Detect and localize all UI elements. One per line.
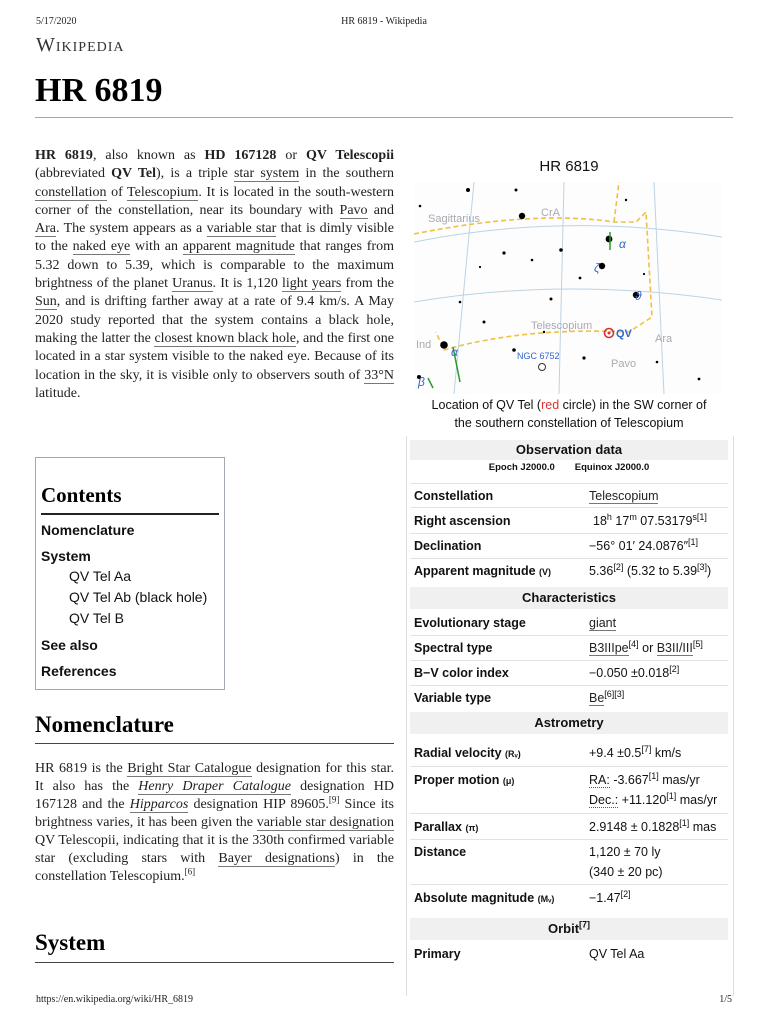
label-radial-velocity: Radial velocity (Rᵥ) xyxy=(414,746,521,760)
toc-item-qv-tel-ab[interactable]: QV Tel Ab (black hole) xyxy=(69,589,208,605)
label-zeta: ζ xyxy=(594,261,600,275)
lead-paragraph: HR 6819, also known as HD 167128 or QV Telescopii (abbreviated QV Tel), is a triple star system in the southern constellation of Telescopium. It is located in the south-western corner of the constellation, near its boundary with Pavo and Ara. The system appears as a variable star that is dimly visible to the naked eye with an apparent magnitude that ranges from 5.32 down to 5.39, which is comparable to the maximum brightness of the planet Uranus. It is 1,120 light years from the Sun, and is drifting farther away at a rate of 9.4 km/s. A May 2020 study reported that the system contains a black hole, making the latter the closest known black hole, and the first one located in a star system visible to the naked eye. Because of its location in the sky, it is visible only to observers south of 33°N latitude. xyxy=(35,148,395,401)
label-sagittarius: Sagittarius xyxy=(428,213,480,225)
toc-divider xyxy=(41,513,219,515)
label-variable-type: Variable type xyxy=(414,691,492,705)
section-astrometry: Astrometry xyxy=(410,712,728,734)
value-bv-color-index: −0.050 ±0.018[2] xyxy=(589,663,680,680)
link-uranus[interactable]: Uranus xyxy=(172,276,213,292)
link-naked-eye[interactable]: naked eye xyxy=(72,239,131,255)
link-variable-star[interactable]: variable star xyxy=(206,221,277,237)
bold-hd: HD 167128 xyxy=(204,148,277,163)
toc-item-qv-tel-b[interactable]: QV Tel B xyxy=(69,610,124,626)
value-declination: −56° 01′ 24.0876″[1] xyxy=(589,536,699,553)
bold-qv: QV Telescopii xyxy=(305,148,394,163)
print-header xyxy=(36,16,732,30)
value-evolutionary-stage xyxy=(589,613,616,633)
link-ara[interactable]: Ara xyxy=(35,221,56,237)
toc-item-nomenclature[interactable]: Nomenclature xyxy=(41,522,135,538)
section-characteristics: Characteristics xyxy=(410,587,728,609)
value-distance: 1,120 ± 70 ly (340 ± 20 pc) xyxy=(589,845,663,879)
value-apparent-magnitude: 5.36[2] (5.32 to 5.39[3]) xyxy=(589,561,712,578)
nomenclature-divider xyxy=(35,743,394,744)
label-bv-color-index: B−V color index xyxy=(414,666,509,680)
wikipedia-logo[interactable]: Wikipedia xyxy=(36,34,125,56)
print-url: https://en.wikipedia.org/wiki/HR_6819 xyxy=(36,994,194,1005)
label-alpha-ind: α xyxy=(451,345,458,359)
label-constellation: Constellation xyxy=(414,489,494,503)
table-of-contents xyxy=(35,457,225,690)
toc-item-system[interactable]: System xyxy=(41,548,91,564)
link-closest-black-hole[interactable]: closest known black hole xyxy=(154,330,296,346)
nomenclature-paragraph: HR 6819 is the Bright Star Catalogue designation for this star. It also has the Henry Draper Catalogue designation HD 167128 and the Hipparcos designation HIP 89605.[9] Since its brightness varies, it has been given the variable star designation QV Telescopii, indicating that it is the 330th confirmed variable star (excluding stars with Bayer designations) in the constellation Telescopium.[6] xyxy=(35,761,395,884)
print-title: HR 6819 - Wikipedia xyxy=(341,16,427,27)
label-ngc6752: NGC 6752 xyxy=(517,351,560,361)
toc-item-see-also[interactable]: See also xyxy=(41,637,98,653)
label-beta: β xyxy=(418,375,425,389)
value-variable-type: Be[6][3] xyxy=(589,688,625,705)
link-pavo[interactable]: Pavo xyxy=(339,202,368,218)
value-right-ascension: 18$^h$ 17$^m$ $07.53179^{s[1]}$ xyxy=(593,511,707,528)
value-proper-motion: RA: -3.667[1] mas/yr Dec.: +11.120[1] mas/yr xyxy=(589,770,718,807)
label-cra: CrA xyxy=(541,207,560,219)
link-constellation[interactable]: constellation xyxy=(35,184,107,200)
value-constellation xyxy=(589,486,658,506)
link-bayer-designations[interactable]: Bayer designations xyxy=(218,851,335,866)
heading-system: System xyxy=(35,930,106,955)
link-variable-star-designation[interactable]: variable star designation xyxy=(256,815,394,830)
label-ara: Ara xyxy=(655,333,673,345)
link-light-years[interactable]: light years xyxy=(282,276,342,292)
label-proper-motion: Proper motion (μ) xyxy=(414,773,515,787)
link-constellation-value[interactable]: Telescopium xyxy=(589,489,659,503)
label-ind: Ind xyxy=(416,339,432,351)
link-star-system[interactable]: star system xyxy=(233,166,300,182)
link-b3iiipe[interactable]: B3IIIpe xyxy=(589,641,629,655)
label-apparent-magnitude: Apparent magnitude (V) xyxy=(414,564,552,578)
label-spectral-type: Spectral type xyxy=(414,641,493,655)
label-primary: Primary xyxy=(414,947,461,961)
value-primary: QV Tel Aa xyxy=(589,947,645,961)
label-distance: Distance xyxy=(414,845,467,859)
label-declination: Declination xyxy=(414,539,482,553)
label-qv: QV xyxy=(616,328,632,340)
label-pavo: Pavo xyxy=(611,358,637,370)
star-map-image[interactable] xyxy=(414,182,722,394)
ref-dec[interactable]: [1] xyxy=(688,536,699,547)
print-date: 5/17/2020 xyxy=(36,16,77,27)
ref-ra[interactable]: [1] xyxy=(696,511,707,522)
link-bright-star-catalogue[interactable]: Bright Star Catalogue xyxy=(127,761,252,776)
toc-item-qv-tel-aa[interactable]: QV Tel Aa xyxy=(69,568,132,584)
link-hipparcos[interactable]: Hipparcos xyxy=(129,797,189,812)
page-title: HR 6819 xyxy=(35,72,163,109)
label-right-ascension: Right ascension xyxy=(414,514,511,528)
label-telescopium: Telescopium xyxy=(531,320,593,332)
epoch-line: Epoch J2000.0 Equinox J2000.0 xyxy=(488,462,650,473)
title-divider xyxy=(35,117,733,118)
section-observation-data: Observation data xyxy=(410,440,728,460)
map-caption: Location of QV Tel (red circle) in the SW corner of the southern constellation of Telescopium xyxy=(431,398,707,430)
ref-6[interactable]: [6] xyxy=(184,866,196,877)
bold-name: HR 6819 xyxy=(35,148,93,163)
link-latitude[interactable]: 33°N xyxy=(364,367,394,383)
value-radial-velocity: +9.4 ±0.5[7] km/s xyxy=(589,743,682,760)
value-spectral-type: B3IIIpe[4] or B3II/III[5] xyxy=(589,638,703,655)
heading-nomenclature: Nomenclature xyxy=(35,712,174,737)
link-b3ii-iii[interactable]: B3II/III xyxy=(656,641,693,655)
link-sun[interactable]: Sun xyxy=(35,294,57,310)
system-divider xyxy=(35,962,394,963)
infobox-title: HR 6819 xyxy=(539,158,599,175)
toc-title: Contents xyxy=(41,483,122,507)
label-evolutionary-stage: Evolutionary stage xyxy=(414,616,526,630)
link-telescopium[interactable]: Telescopium xyxy=(127,184,199,200)
ref-9[interactable]: [9] xyxy=(328,794,340,805)
print-footer xyxy=(36,994,732,1008)
label-alpha: α xyxy=(619,237,626,251)
link-giant[interactable]: giant xyxy=(589,616,617,630)
link-apparent-magnitude[interactable]: apparent magnitude xyxy=(182,239,295,255)
link-be[interactable]: Be xyxy=(589,691,605,705)
value-absolute-magnitude: −1.47[2] xyxy=(589,888,631,905)
label-parallax: Parallax (π) xyxy=(414,820,479,834)
bold-qvtel: QV Tel xyxy=(111,166,156,182)
section-orbit: Orbit[7] xyxy=(410,918,728,940)
print-page-number: 1/5 xyxy=(719,994,732,1005)
value-parallax: 2.9148 ± 0.1828[1] mas xyxy=(589,817,717,834)
label-theta: ϑ xyxy=(635,289,642,303)
toc-item-references[interactable]: References xyxy=(41,663,117,679)
link-henry-draper[interactable]: Henry Draper Catalogue xyxy=(138,779,292,794)
label-absolute-magnitude: Absolute magnitude (Mᵥ) xyxy=(414,891,555,905)
